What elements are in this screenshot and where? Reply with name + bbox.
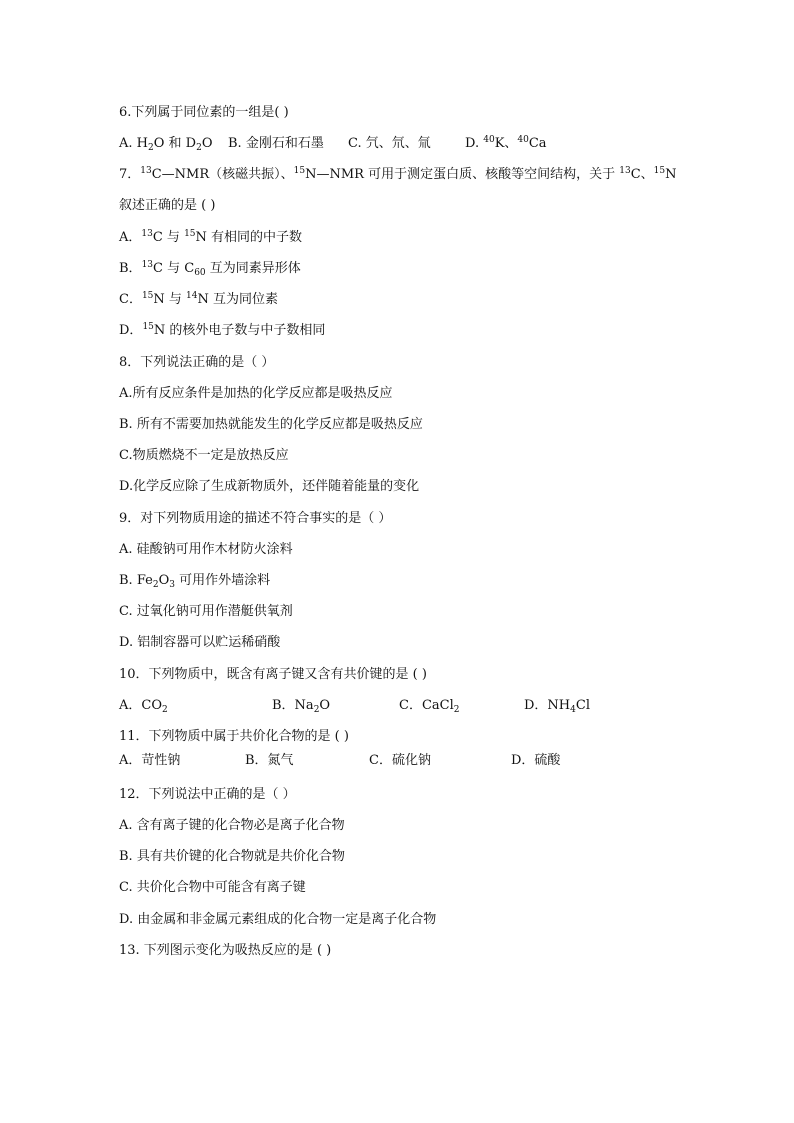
q12-option-c: C. 共价化合物中可能含有离子键: [119, 880, 306, 895]
q10-option-c: C．CaCl$_2$: [399, 698, 460, 715]
q11-option-b: B．氮气: [245, 753, 294, 768]
q12-option-d: D. 由金属和非金属元素组成的化合物一定是离子化合物: [119, 912, 437, 927]
q8-stem: 8．下列说法正确的是（ ）: [119, 355, 275, 370]
q7-option-a: A．$^{13}$C 与 $^{15}$N 有相同的中子数: [119, 229, 303, 245]
q11-stem: 11．下列物质中属于共价化合物的是 ( ): [119, 729, 349, 744]
q8-option-c: C.物质燃烧不一定是放热反应: [119, 448, 289, 463]
q11-option-c: C．硫化钠: [369, 753, 431, 768]
q12-option-a: A. 含有离子键的化合物必是离子化合物: [119, 818, 345, 833]
q10-option-d: D．$NH_4Cl$: [524, 698, 590, 715]
q6-option-d: D. $^{40}$K、$^{40}$Ca: [465, 135, 547, 151]
q12-option-b: B. 具有共价键的化合物就是共价化合物: [119, 849, 345, 864]
q7-option-b: B．$^{13}$C 与 $C_{60}$ 互为同素异形体: [119, 260, 301, 278]
q11-option-a: A．苛性钠: [119, 753, 181, 768]
q8-option-b: B. 所有不需要加热就能发生的化学反应都是吸热反应: [119, 417, 423, 432]
q10-option-b: B．$Na_2O$: [272, 698, 331, 715]
q9-option-d: D. 铝制容器可以贮运稀硝酸: [119, 635, 281, 650]
q8-option-a: A.所有反应条件是加热的化学反应都是吸热反应: [119, 386, 393, 401]
q8-option-d: D.化学反应除了生成新物质外，还伴随着能量的变化: [119, 479, 420, 494]
q7-option-d: D．$^{15}$N 的核外电子数与中子数相同: [119, 322, 326, 338]
q6-option-a: A. $H_2O$ 和 $D_2O$: [119, 136, 213, 153]
q7-option-c: C．$^{15}$N 与 $^{14}$N 互为同位素: [119, 291, 279, 307]
q11-option-d: D．硫酸: [511, 753, 561, 768]
q10-option-a: A．$CO_2$: [119, 698, 168, 715]
q10-stem: 10．下列物质中，既含有离子键又含有共价键的是 ( ): [119, 667, 427, 682]
q12-stem: 12．下列说法中正确的是（ ）: [119, 787, 296, 802]
q13-stem: 13. 下列图示变化为吸热反应的是 ( ): [119, 943, 332, 958]
q9-option-b: B. $Fe_2O_3$ 可用作外墙涂料: [119, 573, 271, 590]
q7-stem-line1: 7．$^{13}$C—NMR（核磁共振）、$^{15}$N—NMR 可用于测定蛋白质、核酸等空间结构，关于 $^{13}$C、$^{15}$N: [119, 166, 677, 182]
q7-stem-line2: 叙述正确的是 ( ): [119, 198, 216, 213]
q9-stem: 9．对下列物质用途的描述不符合事实的是（ ）: [119, 511, 392, 526]
q6-option-b: B. 金刚石和石墨: [228, 136, 324, 151]
q9-option-a: A. 硅酸钠可用作木材防火涂料: [119, 542, 293, 557]
q9-option-c: C. 过氧化钠可用作潜艇供氧剂: [119, 604, 293, 619]
q6-option-c: C. 氕、氘、氚: [348, 136, 431, 151]
q6-stem: 6.下列属于同位素的一组是( ): [119, 105, 289, 120]
